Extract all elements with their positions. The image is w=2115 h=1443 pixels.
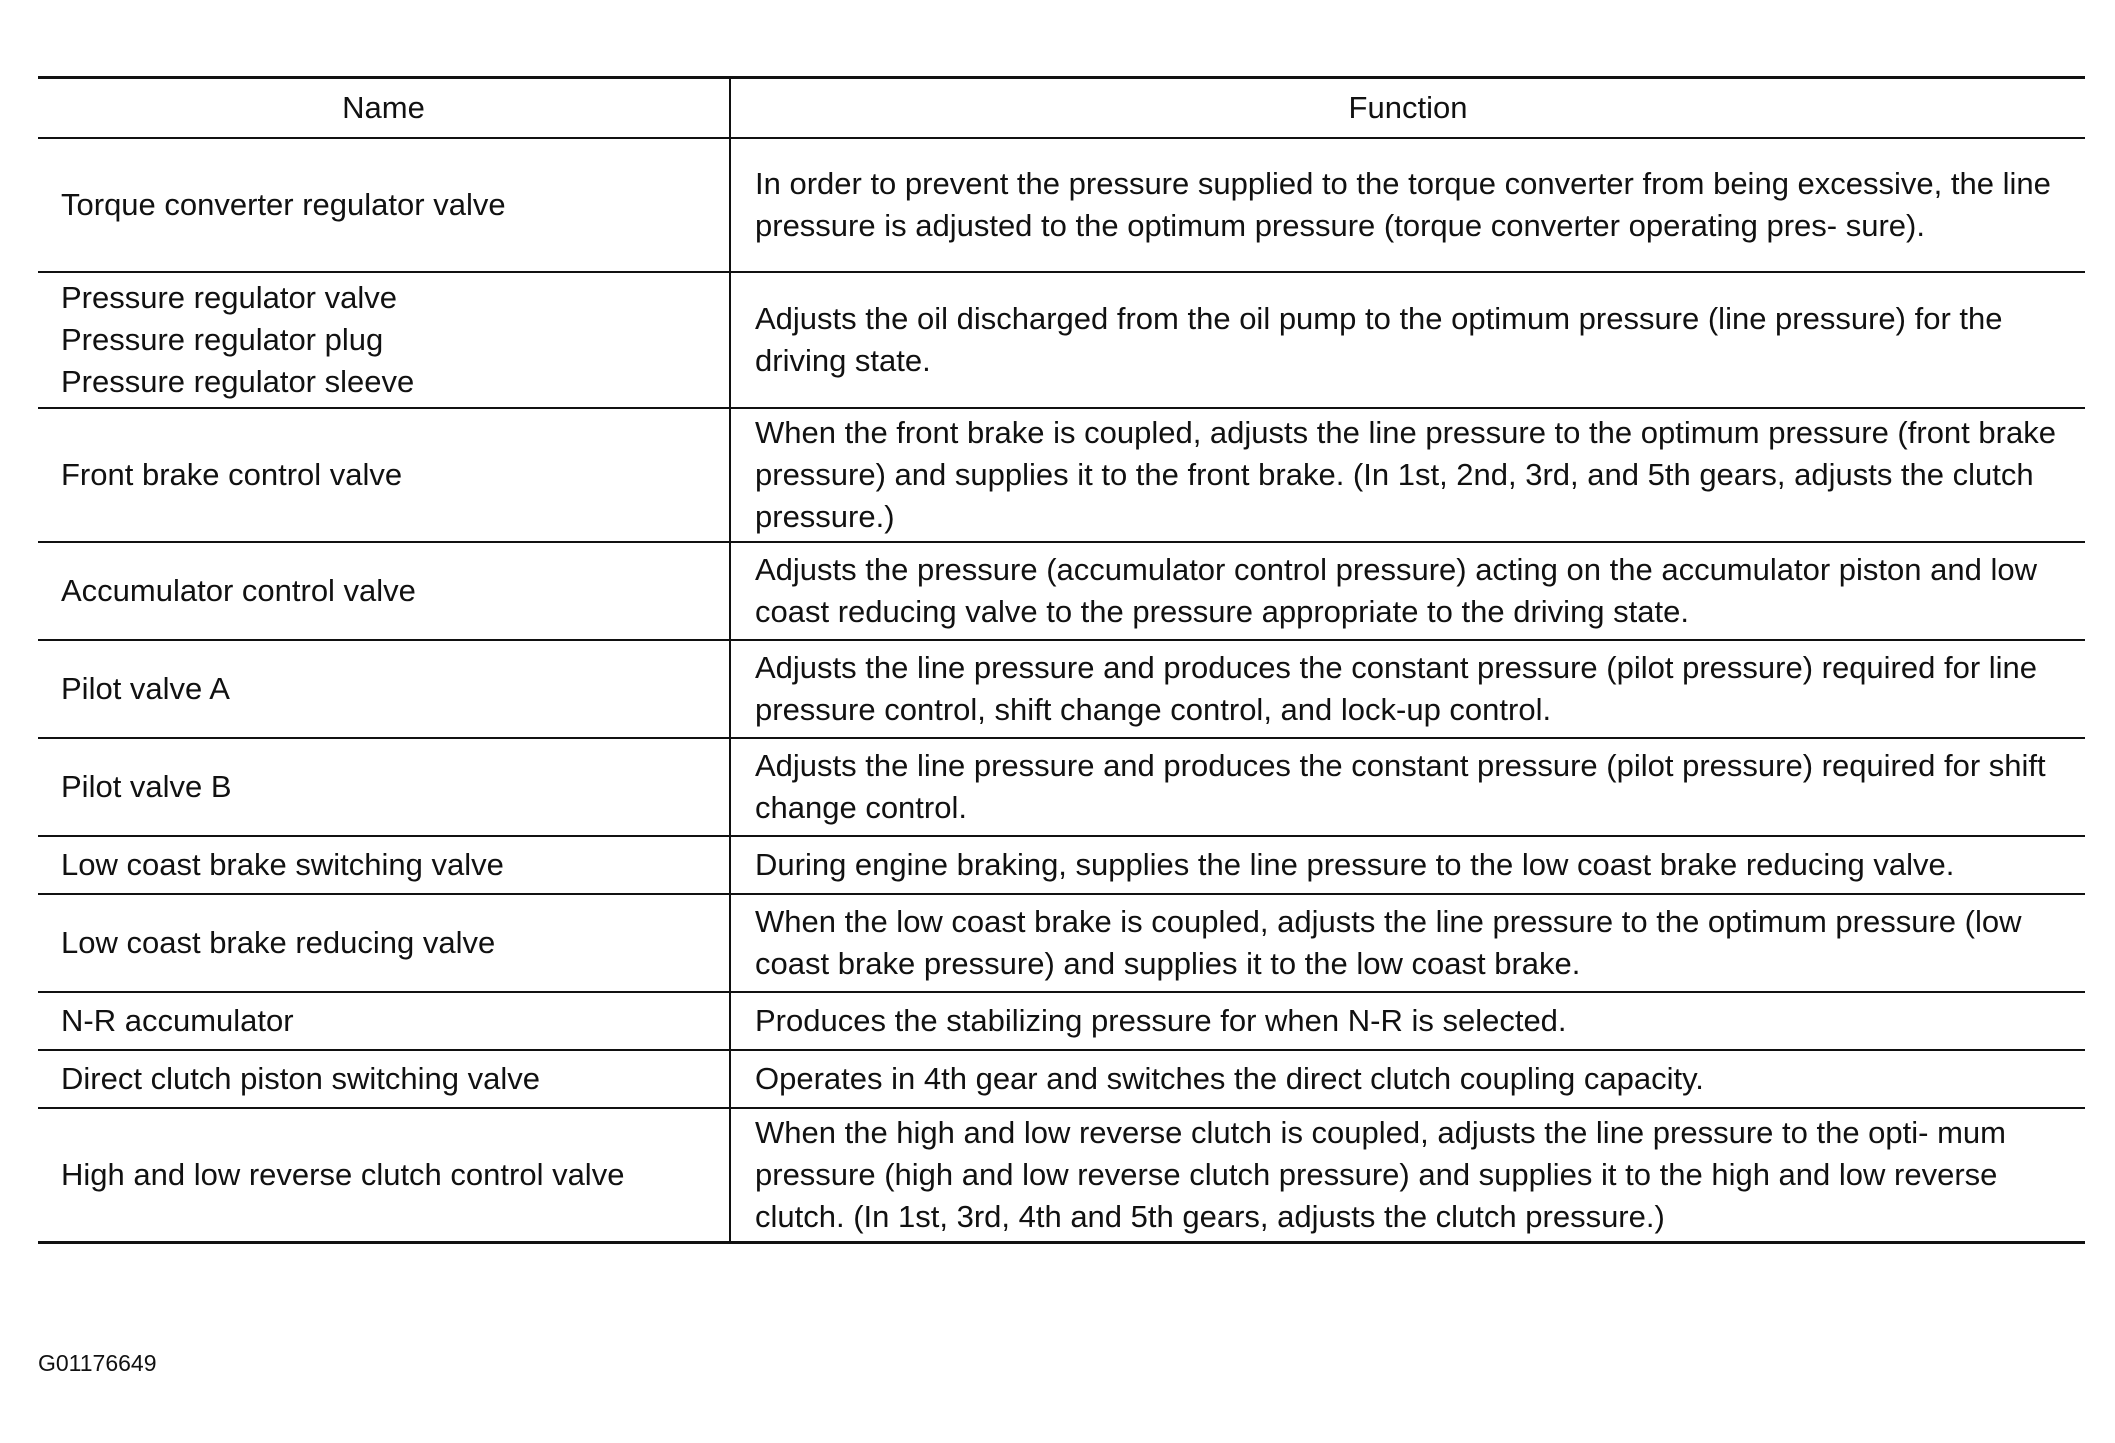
valve-name: Accumulator control valve bbox=[61, 573, 416, 608]
valve-name: High and low reverse clutch control valve bbox=[61, 1156, 625, 1192]
valve-name-cell bbox=[38, 272, 730, 408]
table-header-row bbox=[38, 78, 2085, 139]
valve-name: Pilot valve A bbox=[61, 671, 230, 706]
valve-function-cell: When the low coast brake is coupled, adjusts the line pressure to the optimum pressure (low coast brake pressure) and supplies it to the low coast brake. bbox=[730, 894, 2085, 992]
valve-function-cell: In order to prevent the pressure supplied to the torque converter from being excessive, the line pressure is adjusted to the optimum pressure (torque converter operating pres- sure). bbox=[730, 138, 2085, 272]
valve-function-cell: Operates in 4th gear and switches the direct clutch coupling capacity. bbox=[730, 1050, 2085, 1108]
valve-name: Torque converter regulator valve bbox=[61, 187, 506, 222]
table-body bbox=[38, 138, 2085, 1242]
valve-name: Low coast brake switching valve bbox=[61, 847, 504, 882]
table-row bbox=[38, 272, 2085, 408]
table-row bbox=[38, 894, 2085, 992]
valve-name-cell bbox=[38, 1050, 730, 1108]
table-row bbox=[38, 738, 2085, 836]
valve-name: Low coast brake reducing valve bbox=[61, 925, 496, 960]
valve-function-cell: When the front brake is coupled, adjusts the line pressure to the optimum pressure (front brake pressure) and supplies it to the front brake. (In 1st, 2nd, 3rd, and 5th gears, adjusts the clutch pressure.) bbox=[730, 408, 2085, 542]
valve-name-cell bbox=[38, 542, 730, 640]
valve-name: Direct clutch piston switching valve bbox=[61, 1061, 540, 1096]
table-row bbox=[38, 1108, 2085, 1242]
valve-function-cell: Adjusts the line pressure and produces the constant pressure (pilot pressure) required for line pressure control, shift change control, and lock-up control. bbox=[730, 640, 2085, 738]
table-row bbox=[38, 138, 2085, 272]
valve-name-cell bbox=[38, 836, 730, 894]
valve-name: Pressure regulator sleeve bbox=[61, 364, 415, 399]
valve-name-cell bbox=[38, 894, 730, 992]
valve-name-cell bbox=[38, 992, 730, 1050]
valve-function-cell: Adjusts the line pressure and produces the constant pressure (pilot pressure) required for shift change control. bbox=[730, 738, 2085, 836]
valve-function-cell: When the high and low reverse clutch is coupled, adjusts the line pressure to the opti- mum pressure (high and low reverse clutch pressure) and supplies it to the high and low reverse clutch. (In 1st, 3rd, 4th and 5th gears, adjusts the clutch pressure.) bbox=[755, 1114, 2006, 1234]
valve-name: Front brake control valve bbox=[61, 457, 403, 492]
valve-name: Pilot valve B bbox=[61, 769, 232, 804]
column-header-function: Function bbox=[730, 78, 2085, 139]
table-row bbox=[38, 408, 2085, 542]
valve-function-cell: Adjusts the pressure (accumulator control pressure) acting on the accumulator piston and low coast reducing valve to the pressure appropriate to the driving state. bbox=[730, 542, 2085, 640]
valve-name: Pressure regulator valve bbox=[61, 280, 397, 315]
table-row bbox=[38, 1050, 2085, 1108]
valve-name-cell bbox=[38, 640, 730, 738]
valve-function-cell: Produces the stabilizing pressure for when N-R is selected. bbox=[730, 992, 2085, 1050]
valve-name-cell bbox=[38, 1108, 730, 1242]
table-row bbox=[38, 640, 2085, 738]
valve-function-table bbox=[38, 76, 2085, 1244]
table-row bbox=[38, 542, 2085, 640]
table-row bbox=[38, 836, 2085, 894]
valve-name-cell bbox=[38, 738, 730, 836]
valve-name-cell bbox=[38, 138, 730, 272]
column-header-name: Name bbox=[38, 78, 730, 139]
table-row bbox=[38, 992, 2085, 1050]
figure-code: G01176649 bbox=[38, 1350, 157, 1376]
valve-name: Pressure regulator plug bbox=[61, 322, 384, 357]
valve-name-cell bbox=[38, 408, 730, 542]
valve-function-cell: Adjusts the oil discharged from the oil pump to the optimum pressure (line pressure) for the driving state. bbox=[730, 272, 2085, 408]
valve-function-cell: During engine braking, supplies the line pressure to the low coast brake reducing valve. bbox=[730, 836, 2085, 894]
valve-name: N-R accumulator bbox=[61, 1003, 294, 1038]
document-page bbox=[38, 76, 2085, 1244]
